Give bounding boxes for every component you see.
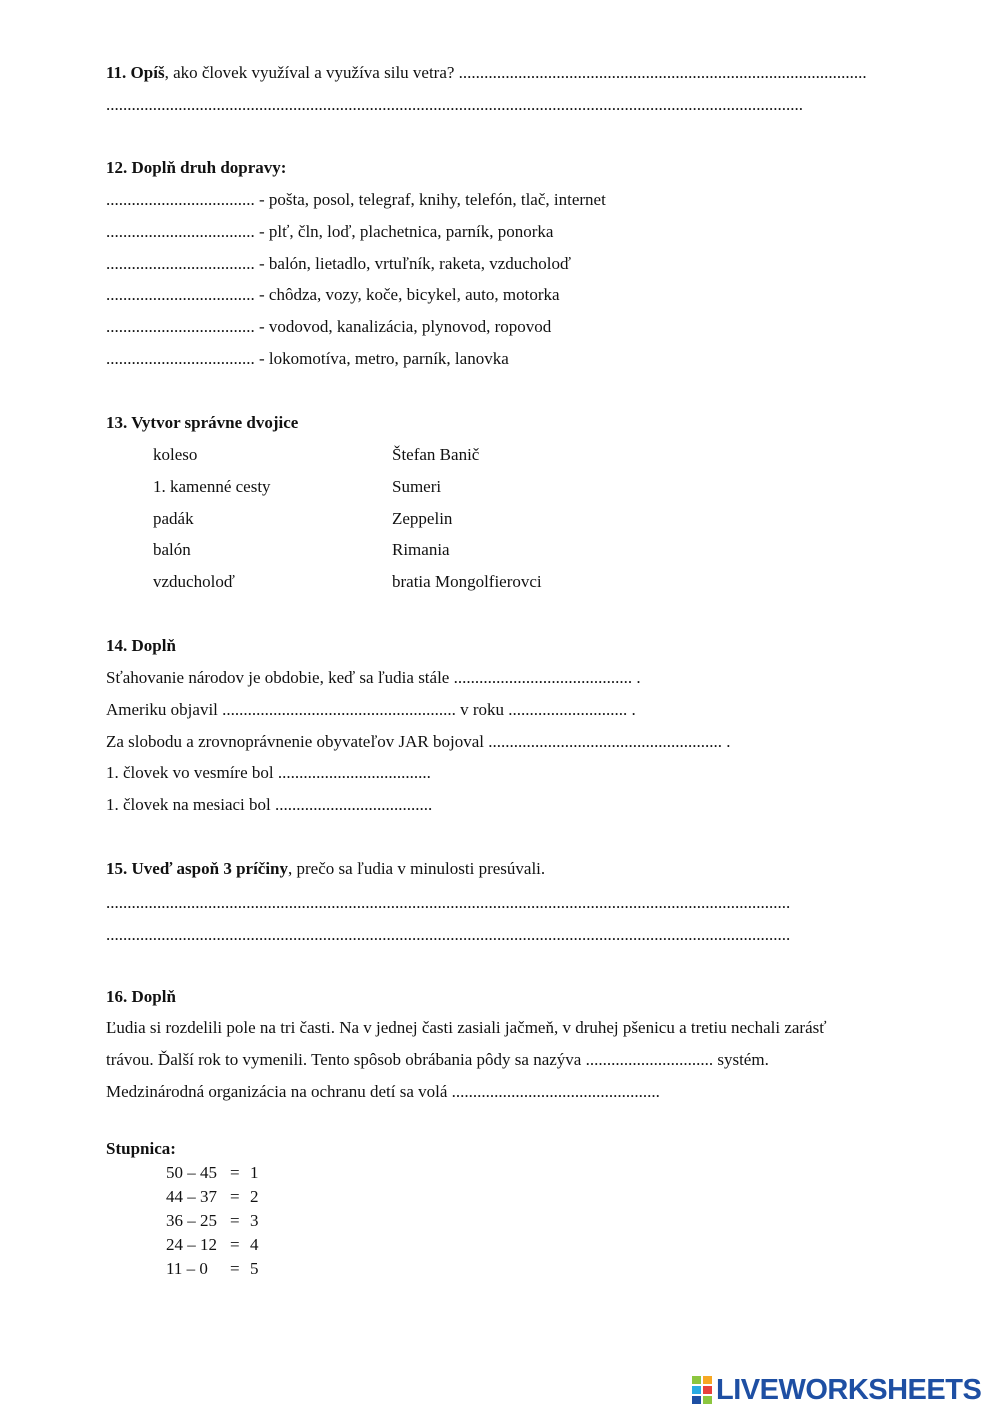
fill-row[interactable]: Sťahovanie národov je obdobie, keď sa ľudia stále .......................................... . [106, 668, 641, 687]
answer-line[interactable]: ................................................................................................................................................................. [106, 893, 791, 912]
fill-row[interactable]: 1. človek na mesiaci bol ..................................... [106, 795, 433, 814]
scale-grade: 3 [250, 1211, 259, 1230]
transport-row[interactable]: ................................... - chôdza, vozy, koče, bicykel, auto, motorka [106, 285, 560, 304]
scale-grade: 4 [250, 1235, 259, 1254]
paragraph-line: Ľudia si rozdelili pole na tri časti. Na v jednej časti zasiali jačmeň, v druhej pšenicu a tretiu nechali zarásť [106, 1018, 827, 1037]
pair-left-item[interactable]: 1. kamenné cesty [153, 477, 271, 496]
scale-equals: = [230, 1163, 240, 1182]
scale-grade: 2 [250, 1187, 259, 1206]
answer-line[interactable]: .................................................................................................................................................................... [106, 95, 803, 114]
pair-left-item[interactable]: padák [153, 509, 194, 528]
scale-equals: = [230, 1211, 240, 1230]
question-11-number: 11. Opíš [106, 63, 165, 82]
pair-left-item[interactable]: vzducholoď [153, 572, 235, 591]
fill-row[interactable]: Ameriku objavil ....................................................... v roku ............................ . [106, 700, 636, 719]
question-14-heading: 14. Doplň [106, 636, 176, 655]
answer-line[interactable]: ................................................................................................................................................................. [106, 925, 791, 944]
scale-equals: = [230, 1235, 240, 1254]
scale-equals: = [230, 1187, 240, 1206]
question-12-heading: 12. Doplň druh dopravy: [106, 158, 287, 177]
scale-grade: 5 [250, 1259, 259, 1278]
scale-range: 44 – 37 [166, 1187, 217, 1206]
scale-heading: Stupnica: [106, 1139, 176, 1158]
pair-right-item[interactable]: Štefan Banič [392, 445, 480, 464]
question-15-number: 15. Uveď aspoň 3 príčiny [106, 859, 289, 878]
scale-range: 24 – 12 [166, 1235, 217, 1254]
transport-row[interactable]: ................................... - plť, čln, loď, plachetnica, parník, ponorka [106, 222, 554, 241]
question-11-text: , ako človek využíval a využíva silu vetra? ................................................................................................ [164, 63, 867, 82]
question-11 [106, 62, 867, 84]
liveworksheets-logo-text: LIVEWORKSHEETS [716, 1374, 982, 1406]
pair-right-item[interactable]: Zeppelin [392, 509, 453, 528]
scale-equals: = [230, 1259, 240, 1278]
scale-range: 50 – 45 [166, 1163, 217, 1182]
liveworksheets-logo-icon [692, 1376, 712, 1404]
fill-row[interactable]: Medzinárodná organizácia na ochranu detí sa volá ................................................. [106, 1082, 660, 1101]
pair-left-item[interactable]: koleso [153, 445, 198, 464]
fill-row[interactable]: Za slobodu a zrovnoprávnenie obyvateľov JAR bojoval ....................................................... . [106, 732, 731, 751]
fill-row[interactable]: 1. človek vo vesmíre bol .................................... [106, 763, 431, 782]
transport-row[interactable]: ................................... - lokomotíva, metro, parník, lanovka [106, 349, 509, 368]
transport-row[interactable]: ................................... - balón, lietadlo, vrtuľník, raketa, vzducholoď [106, 254, 572, 273]
pair-right-item[interactable]: Sumeri [392, 477, 442, 496]
scale-grade: 1 [250, 1163, 259, 1182]
question-15-text: , prečo sa ľudia v minulosti presúvali. [288, 859, 546, 878]
transport-row[interactable]: ................................... - pošta, posol, telegraf, knihy, telefón, tlač, internet [106, 190, 606, 209]
fill-row[interactable]: trávou. Ďalší rok to vymenili. Tento spôsob obrábania pôdy sa nazýva .............................. systém. [106, 1050, 769, 1069]
liveworksheets-logo[interactable] [692, 1374, 981, 1406]
pair-left-item[interactable]: balón [153, 540, 191, 559]
question-13-heading: 13. Vytvor správne dvojice [106, 413, 299, 432]
transport-row[interactable]: ................................... - vodovod, kanalizácia, plynovod, ropovod [106, 317, 552, 336]
pair-right-item[interactable]: Rimania [392, 540, 450, 559]
question-15 [106, 858, 545, 880]
scale-range: 11 – 0 [166, 1259, 208, 1278]
pair-right-item[interactable]: bratia Mongolfierovci [392, 572, 542, 591]
question-16-heading: 16. Doplň [106, 987, 176, 1006]
scale-range: 36 – 25 [166, 1211, 217, 1230]
